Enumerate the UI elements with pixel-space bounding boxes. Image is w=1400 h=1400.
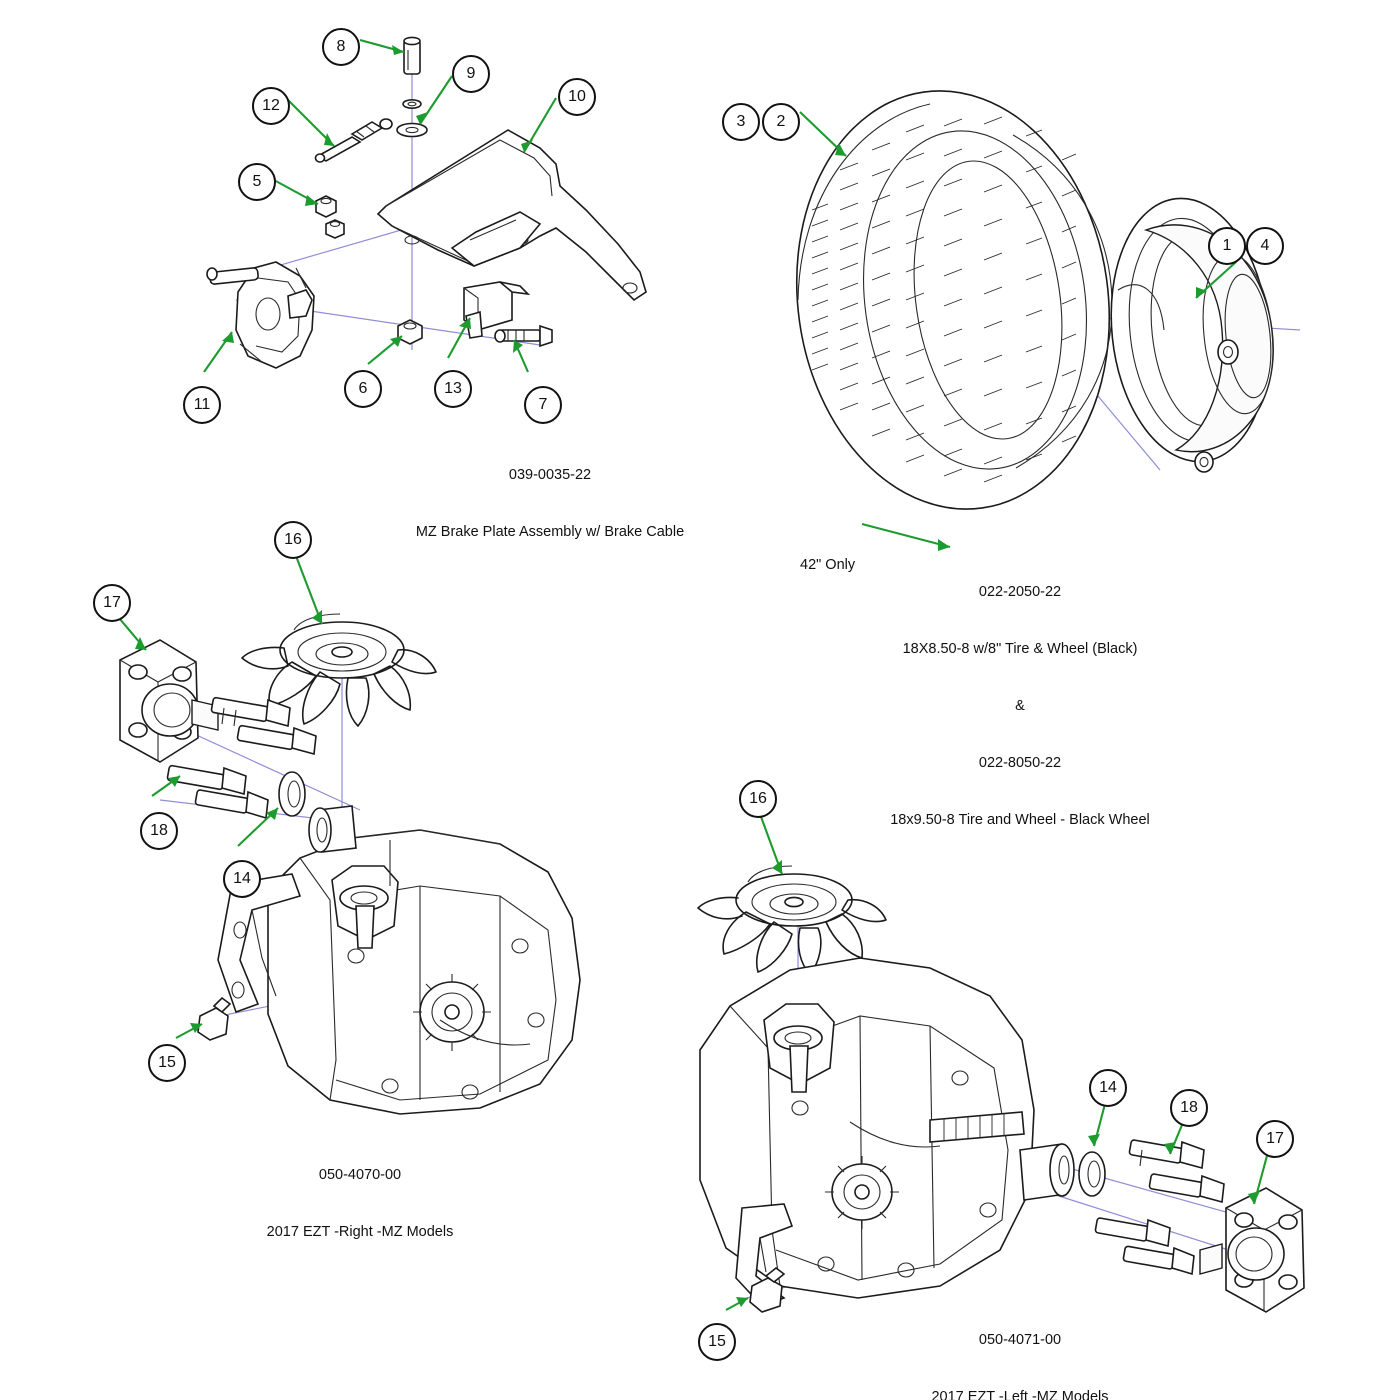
left-transaxle-art <box>698 814 1304 1312</box>
callout-14-left[interactable]: 14 <box>1089 1069 1127 1107</box>
tire-and-wheel-art <box>770 70 1300 551</box>
brake-plate-description: MZ Brake Plate Assembly w/ Brake Cable <box>415 524 685 540</box>
tire-wheel-description-1: 18X8.50-8 w/8" Tire & Wheel (Black) <box>902 641 1138 657</box>
part-15-bypass-right <box>198 998 230 1040</box>
callout-3[interactable]: 3 <box>722 103 760 141</box>
callout-11[interactable]: 11 <box>183 386 221 424</box>
part-14-washer-right <box>279 772 305 816</box>
callout-10[interactable]: 10 <box>558 78 596 116</box>
part-8-pin <box>404 37 420 74</box>
left-transaxle-caption <box>860 1293 1180 1400</box>
left-transaxle-description: 2017 EZT -Left -MZ Models <box>931 1389 1109 1400</box>
callout-12[interactable]: 12 <box>252 87 290 125</box>
callout-6[interactable]: 6 <box>344 370 382 408</box>
callout-16-left[interactable]: 16 <box>739 780 777 818</box>
part-11-brake-housing <box>207 262 314 368</box>
right-transaxle-description: 2017 EZT -Right -MZ Models <box>266 1224 454 1240</box>
callout-18-left[interactable]: 18 <box>1170 1089 1208 1127</box>
tire-wheel-caption <box>830 545 1210 868</box>
callout-15-left[interactable]: 15 <box>698 1323 736 1361</box>
callout-17-right[interactable]: 17 <box>93 584 131 622</box>
part-6-nut-lower <box>398 320 422 344</box>
forty-two-only-label: 42" Only <box>800 557 856 573</box>
callout-4[interactable]: 4 <box>1246 227 1284 265</box>
brake-plate-part-number: 039-0035-22 <box>508 467 592 483</box>
part-17-hub-left <box>1200 1188 1304 1312</box>
part-17-hub-right <box>120 640 218 762</box>
part-5-nut-upper <box>316 196 344 238</box>
brake-plate-caption <box>360 428 740 580</box>
left-transaxle-part-number: 050-4071-00 <box>978 1332 1062 1348</box>
right-transaxle-caption <box>200 1128 520 1280</box>
callout-13[interactable]: 13 <box>434 370 472 408</box>
callout-2[interactable]: 2 <box>762 103 800 141</box>
callout-16-right[interactable]: 16 <box>274 521 312 559</box>
callout-9[interactable]: 9 <box>452 55 490 93</box>
right-transaxle-housing <box>198 806 580 1114</box>
part-2-3-tire <box>770 70 1135 529</box>
tire-wheel-part-number-2: 022-8050-22 <box>978 755 1062 771</box>
right-transaxle-part-number: 050-4070-00 <box>318 1167 402 1183</box>
left-transaxle-housing <box>700 958 1074 1312</box>
part-10-brake-plate <box>378 130 646 300</box>
tire-wheel-description-2: 18x9.50-8 Tire and Wheel - Black Wheel <box>890 812 1150 828</box>
callout-1[interactable]: 1 <box>1208 227 1246 265</box>
callout-7[interactable]: 7 <box>524 386 562 424</box>
callout-18-right[interactable]: 18 <box>140 812 178 850</box>
callout-14-right[interactable]: 14 <box>223 860 261 898</box>
callout-5[interactable]: 5 <box>238 163 276 201</box>
tire-wheel-ampersand: & <box>1015 698 1025 714</box>
right-transaxle-art <box>114 556 580 1114</box>
callout-8[interactable]: 8 <box>322 28 360 66</box>
callout-15-right[interactable]: 15 <box>148 1044 186 1082</box>
part-14-washer-left <box>1079 1152 1105 1196</box>
tire-wheel-part-number-1: 022-2050-22 <box>978 584 1062 600</box>
callout-17-left[interactable]: 17 <box>1256 1120 1294 1158</box>
